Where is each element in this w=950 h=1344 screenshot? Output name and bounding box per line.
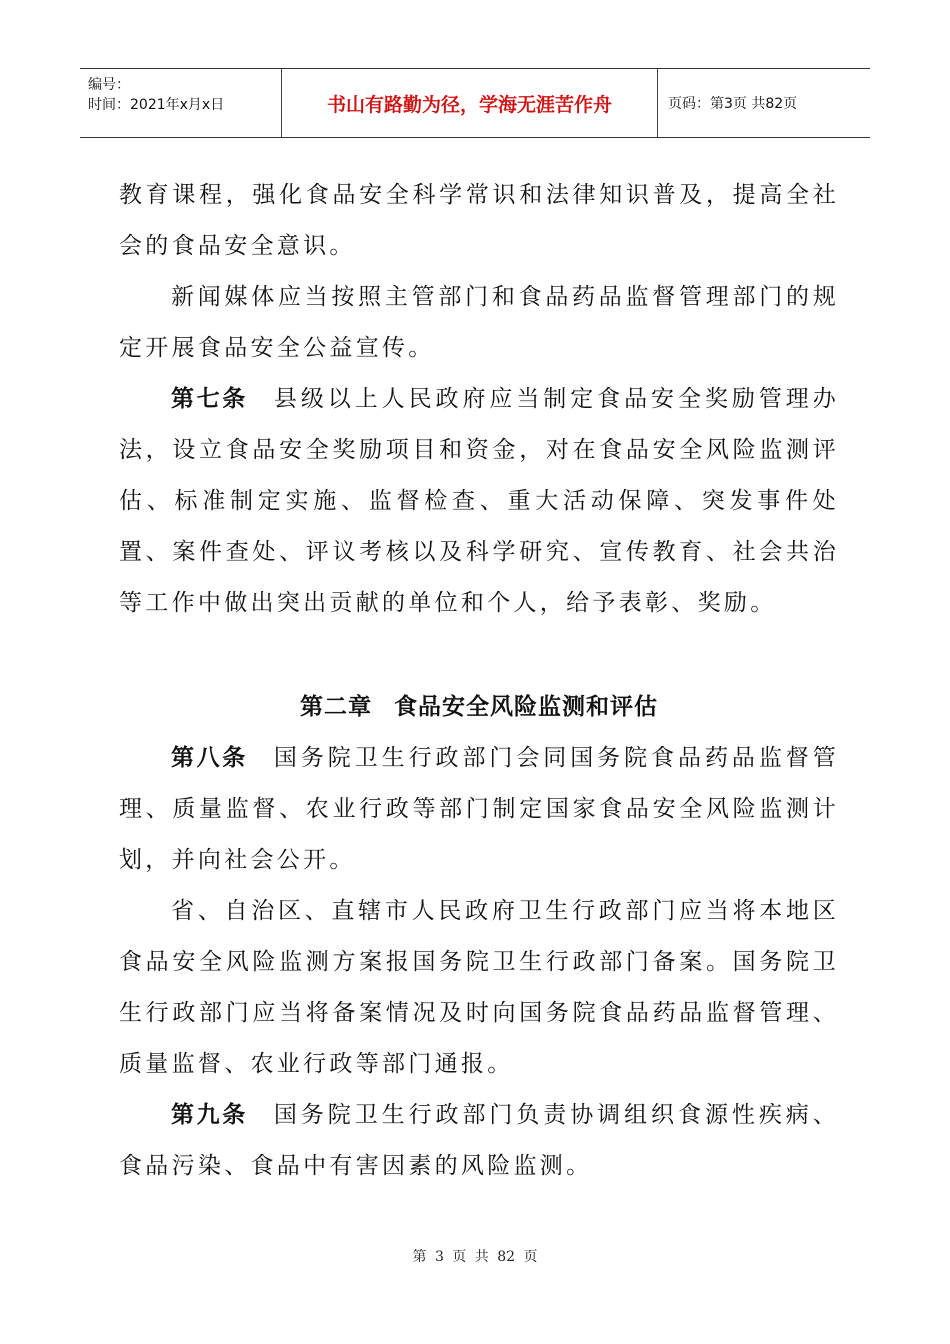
- article-9-text: 国务院卫生行政部门负责协调组织食源性疾病、食品污染、食品中有害因素的风险监测。: [119, 1102, 839, 1179]
- article-9-label: 第九条: [171, 1102, 248, 1128]
- doc-number-label: 编号：: [88, 77, 130, 93]
- chapter-heading: [119, 682, 839, 733]
- header-motto: 书山有路勤为径，学海无涯苦作舟: [282, 69, 658, 137]
- article-7-label: 第七条: [171, 386, 248, 412]
- article-7: [119, 374, 839, 629]
- page-header: [80, 68, 870, 138]
- paragraph-provincial: 省、自治区、直辖市人民政府卫生行政部门应当将本地区食品安全风险监测方案报国务院卫生行政部门备案。国务院卫生行政部门应当将备案情况及时向国务院食品药品监督管理、质量监督、农业行政等部门通报。: [119, 898, 839, 1077]
- paragraph-continued: 教育课程，强化食品安全科学常识和法律知识普及，提高全社会的食品安全意识。: [119, 182, 839, 259]
- article-8: [119, 733, 839, 886]
- article-7-text: 县级以上人民政府应当制定食品安全奖励管理办法，设立食品安全奖励项目和资金，对在食品安全风险监测评估、标准制定实施、监督检查、重大活动保障、突发事件处置、案件查处、评议考核以及科学研究、宣传教育、社会共治等工作中做出突出贡献的单位和个人，给予表彰、奖励。: [119, 386, 839, 616]
- document-body: [119, 170, 839, 1192]
- page-footer: 第 3 页 共 82 页: [412, 1249, 538, 1265]
- chapter-title: 食品安全风险监测和评估: [394, 694, 658, 720]
- chapter-number: 第二章: [300, 694, 372, 720]
- article-9: [119, 1090, 839, 1192]
- paragraph-media: 新闻媒体应当按照主管部门和食品药品监督管理部门的规定开展食品安全公益宣传。: [119, 284, 839, 361]
- header-page-info: 页码：第3页 共82页: [668, 96, 798, 112]
- article-8-text: 国务院卫生行政部门会同国务院食品药品监督管理、质量监督、农业行政等部门制定国家食品安全风险监测计划，并向社会公开。: [119, 745, 839, 873]
- article-8-label: 第八条: [171, 745, 248, 771]
- doc-date: 时间：2021年x月x日: [88, 97, 225, 113]
- header-meta: [80, 69, 282, 137]
